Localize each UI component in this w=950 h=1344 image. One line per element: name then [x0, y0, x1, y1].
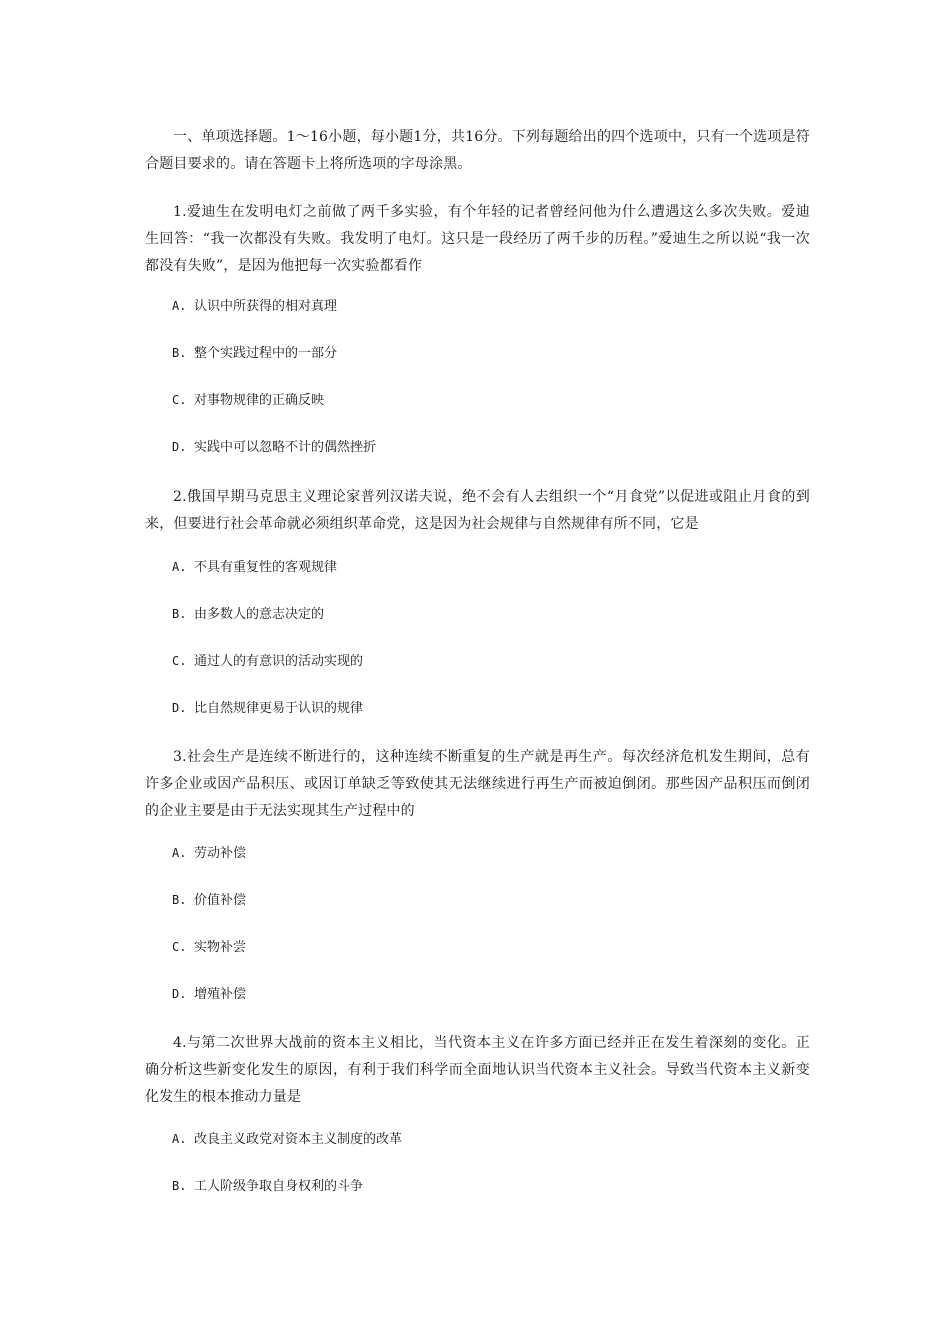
option-letter: D.	[172, 987, 187, 1001]
option-letter: C.	[172, 940, 187, 954]
question-3-stem: 3.社会生产是连续不断进行的，这种连续不断重复的生产就是再生产。每次经济危机发生期间，总有许多企业或因产品积压、或因订单缺乏等致使其无法继续进行再生产而被迫倒闭。那些因产品积压而倒闭的企业主要是由于无法实现其生产过程中的	[145, 749, 810, 819]
option-text: 劳动补偿	[194, 846, 247, 861]
question-2-stem: 2.俄国早期马克思主义理论家普列汉诺夫说，绝不会有人去组织一个“月食党”以促进或阻止月食的到来，但要进行社会革命就必须组织革命党，这是因为社会规律与自然规律有所不同，它是	[145, 489, 810, 532]
option-letter: D.	[172, 701, 187, 715]
option-text: 实践中可以忽略不计的偶然挫折	[194, 440, 377, 455]
section-instructions: 一、单项选择题。1～16小题，每小题1分，共16分。下列每题给出的四个选项中，只有一个选项是符合题目要求的。请在答题卡上将所选项的字母涂黑。	[145, 129, 810, 172]
option-letter: A.	[172, 1132, 187, 1146]
question-2-option-b	[172, 604, 324, 625]
question-3-option-c	[172, 937, 246, 958]
question-2-option-d	[172, 698, 363, 719]
question-2-option-c	[172, 651, 363, 672]
question-2-option-a	[172, 557, 337, 578]
option-letter: A.	[172, 846, 187, 860]
option-text: 对事物规律的正确反映	[194, 393, 325, 408]
question-1-option-c	[172, 390, 324, 411]
option-letter: D.	[172, 440, 187, 454]
question-1-option-a	[172, 296, 337, 317]
question-1-option-d	[172, 437, 376, 458]
question-4-option-a	[172, 1129, 402, 1150]
question-1-stem: 1.爱迪生在发明电灯之前做了两千多实验，有个年轻的记者曾经问他为什么遭遇这么多次失败。爱迪生回答：“我一次都没有失败。我发明了电灯。这只是一段经历了两千步的历程。”爱迪生之所以说“我一次都没有失败”，是因为他把每一次实验都看作	[145, 204, 810, 274]
option-text: 价值补偿	[194, 893, 247, 908]
option-letter: C.	[172, 654, 187, 668]
question-3-option-a	[172, 843, 246, 864]
question-1-option-b	[172, 343, 337, 364]
option-letter: A.	[172, 299, 187, 313]
question-4-stem: 4.与第二次世界大战前的资本主义相比，当代资本主义在许多方面已经并正在发生着深刻的变化。正确分析这些新变化发生的原因，有利于我们科学而全面地认识当代资本主义社会。导致当代资本主义新变化发生的根本推动力量是	[145, 1035, 810, 1105]
option-text: 增殖补偿	[194, 987, 247, 1002]
option-text: 由多数人的意志决定的	[194, 607, 325, 622]
option-letter: C.	[172, 393, 187, 407]
question-4-option-b	[172, 1176, 363, 1197]
option-text: 比自然规律更易于认识的规律	[194, 701, 364, 716]
option-text: 改良主义政党对资本主义制度的改革	[194, 1132, 403, 1147]
option-text: 整个实践过程中的一部分	[194, 346, 338, 361]
option-letter: B.	[172, 1179, 187, 1193]
question-3-option-d	[172, 984, 246, 1005]
option-text: 工人阶级争取自身权利的斗争	[194, 1179, 364, 1194]
question-3-option-b	[172, 890, 246, 911]
option-letter: B.	[172, 346, 187, 360]
option-letter: B.	[172, 893, 187, 907]
option-letter: A.	[172, 560, 187, 574]
option-letter: B.	[172, 607, 187, 621]
option-text: 认识中所获得的相对真理	[194, 299, 338, 314]
option-text: 不具有重复性的客观规律	[194, 560, 338, 575]
option-text: 通过人的有意识的活动实现的	[194, 654, 364, 669]
option-text: 实物补尝	[194, 940, 247, 955]
